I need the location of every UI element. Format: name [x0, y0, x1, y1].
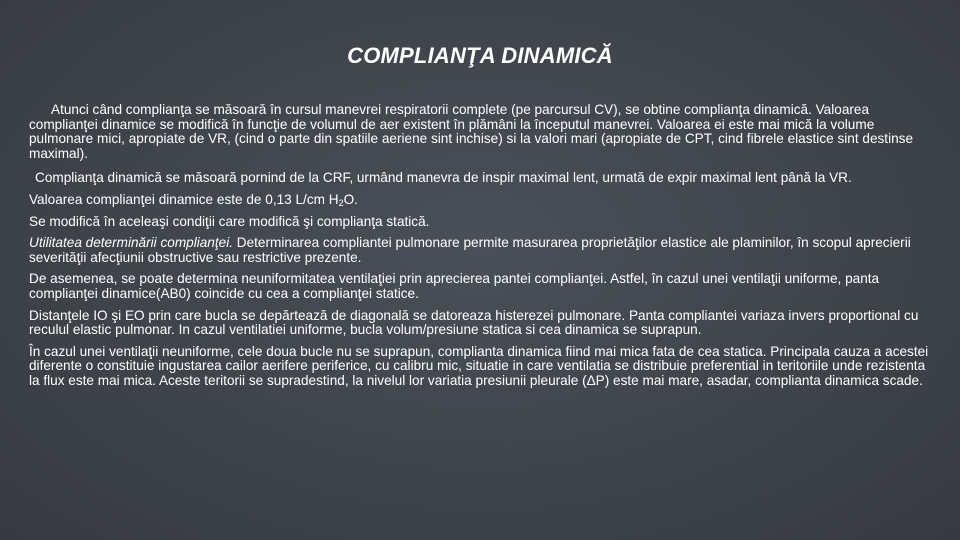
- paragraph-5-italic: Utilitatea determinării complianţei.: [29, 235, 233, 251]
- slide-title: COMPLIANŢA DINAMICĂ: [347, 43, 613, 68]
- paragraph-2-text: Complianţa dinamică se măsoară pornind de la CRF, urmând manevra de inspir maximal lent, urmată de expir maximal lent până la VR.: [35, 170, 852, 186]
- paragraph-3-subscript: 2: [338, 197, 344, 208]
- paragraph-8: [29, 345, 933, 389]
- paragraph-6-text: De asemenea, se poate determina neuniformitatea ventilaţiei prin aprecierea pantei complianţei. Astfel, în cazul unei ventilaţii uniforme, panta complianţei dinamice(AB0) coincide cu cea a complianţei statice.: [29, 271, 880, 301]
- paragraph-3: [29, 193, 933, 208]
- paragraph-2: [29, 171, 933, 186]
- slide-body: [29, 103, 933, 396]
- paragraph-3-text-end: O.: [343, 191, 358, 207]
- paragraph-4: [29, 215, 933, 230]
- paragraph-1: [29, 103, 933, 161]
- paragraph-7-text: Distanţele IO şi EO prin care bucla se depărtează de diagonală se datoreaza histerezei pulmonare. Panta compliantei variaza invers proportional cu reculul elastic pulmonar. In cazul ventilatiei uniforme, bucla volum/presiune statica si cea dinamica se suprapun.: [29, 307, 919, 338]
- paragraph-1-text: Atunci când complianţa se măsoară în cursul manevrei respiratorii complete (pe parcursul CV), se obtine complianţa dinamică. Valoarea complianţei dinamice se modifică în funcţie de volumul de aer existent în plămâni la începutul manevrei. Valoarea ei este mai mică la volume pulmonare mici, apropiate de VR, (cind o parte din spatiile aeriene sint inchise) si la valori mari (apropiate de CPT, cind fibrele elastice sint destinse maximal).: [29, 102, 914, 161]
- paragraph-5-text: Determinarea compliantei pulmonare permite masurarea proprietăţilor elastice ale plaminilor, în scopul aprecierii severităţii afecţiunii obstructive sau restrictive prezente.: [29, 235, 911, 265]
- paragraph-6: [29, 272, 933, 301]
- paragraph-3-text: Valoarea complianţei dinamice este de 0,13 L/cm H: [29, 191, 339, 207]
- paragraph-4-text: Se modifică în aceleaşi condiţii care modifică şi complianţa statică.: [29, 213, 430, 229]
- paragraph-5: [29, 236, 933, 265]
- paragraph-7: [29, 309, 933, 338]
- paragraph-8-text: În cazul unei ventilaţii neuniforme, cele doua bucle nu se suprapun, complianta dinamica fiind mai mica fata de cea statica. Principala cauza a acestei diferente o constituie ingustarea cailor aerifere periferice, cu calibru mic, situatie in care ventilatia se distribuie preferential in teritoriile unde rezistenta la flux este mai mica. Aceste teritorii se supradestind, la nivelul lor variatia presiunii pleurale (ΔP) este mai mare, asadar, complianta dinamica scade.: [29, 343, 929, 388]
